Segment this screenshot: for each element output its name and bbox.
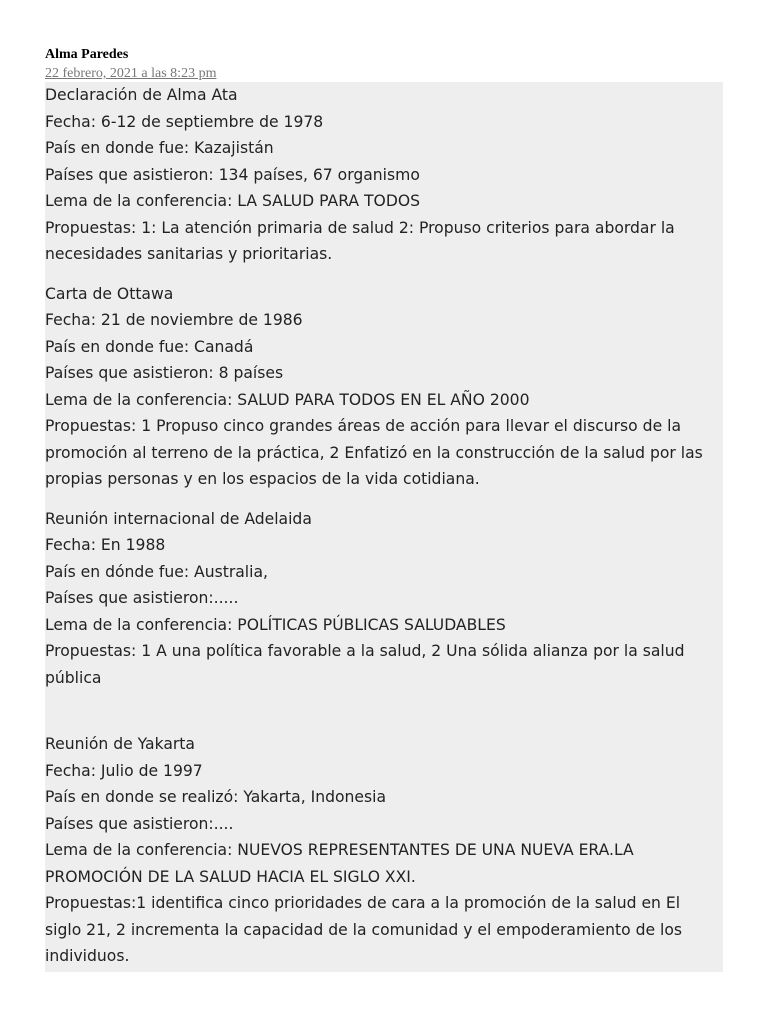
section-date: Fecha: 6-12 de septiembre de 1978 [45, 112, 324, 131]
section-date: Fecha: En 1988 [45, 536, 166, 554]
section-date: Fecha: 21 de noviembre de 1986 [45, 311, 303, 329]
section-attendees: Países que asistieron:..... [45, 589, 239, 607]
section-title: Reunión de Yakarta [45, 735, 195, 753]
section-attendees: Países que asistieron:.... [45, 814, 234, 833]
section-attendees: Países que asistieron: 134 países, 67 organismo [45, 165, 420, 184]
section-country: País en dónde fue: Australia, [45, 562, 268, 581]
comment [45, 46, 723, 972]
section-adelaida [45, 506, 717, 692]
comment-body [45, 82, 723, 972]
section-country: País en donde fue: Canadá [45, 337, 254, 356]
section-country: País en donde se realizó: Yakarta, Indonesia [45, 788, 387, 806]
section-country: País en donde fue: Kazajistán [45, 139, 274, 157]
section-proposals: Propuestas: 1: La atención primaria de salud 2: Propuso criterios para abordar la necesidades sanitarias y prioritarias. [45, 218, 675, 263]
section-title: Reunión internacional de Adelaida [45, 509, 312, 528]
section-motto: Lema de la conferencia: POLÍTICAS PÚBLICAS SALUDABLES [45, 615, 506, 634]
section-motto: Lema de la conferencia: LA SALUD PARA TODOS [45, 192, 420, 210]
section-date: Fecha: Julio de 1997 [45, 761, 203, 780]
section-proposals: Propuestas:1 identifica cinco prioridades de cara a la promoción de la salud en El siglo 21, 2 incrementa la capacidad de la comunidad y el empoderamiento de los individuos. [45, 894, 683, 965]
section-title: Declaración de Alma Ata [45, 86, 238, 104]
section-yakarta [45, 731, 717, 970]
section-ottawa [45, 281, 717, 493]
section-proposals: Propuestas: 1 A una política favorable a la salud, 2 Una sólida alianza por la salud pública [45, 642, 685, 687]
comment-date-link[interactable]: 22 febrero, 2021 a las 8:23 pm [45, 66, 217, 81]
comment-author: Alma Paredes [45, 47, 129, 62]
section-proposals: Propuestas: 1 Propuso cinco grandes áreas de acción para llevar el discurso de la promoción al terreno de la práctica, 2 Enfatizó en la construcción de la salud por las propias personas y en los espacios de la vida cotidiana. [45, 417, 703, 488]
section-title: Carta de Ottawa [45, 284, 174, 303]
section-motto: Lema de la conferencia: NUEVOS REPRESENTANTES DE UNA NUEVA ERA.LA PROMOCIÓN DE LA SALUD HACIA EL SIGLO XXI. [45, 841, 634, 886]
section-motto: Lema de la conferencia: SALUD PARA TODOS EN EL AÑO 2000 [45, 390, 530, 409]
section-attendees: Países que asistieron: 8 países [45, 364, 284, 382]
section-alma-ata [45, 82, 717, 268]
